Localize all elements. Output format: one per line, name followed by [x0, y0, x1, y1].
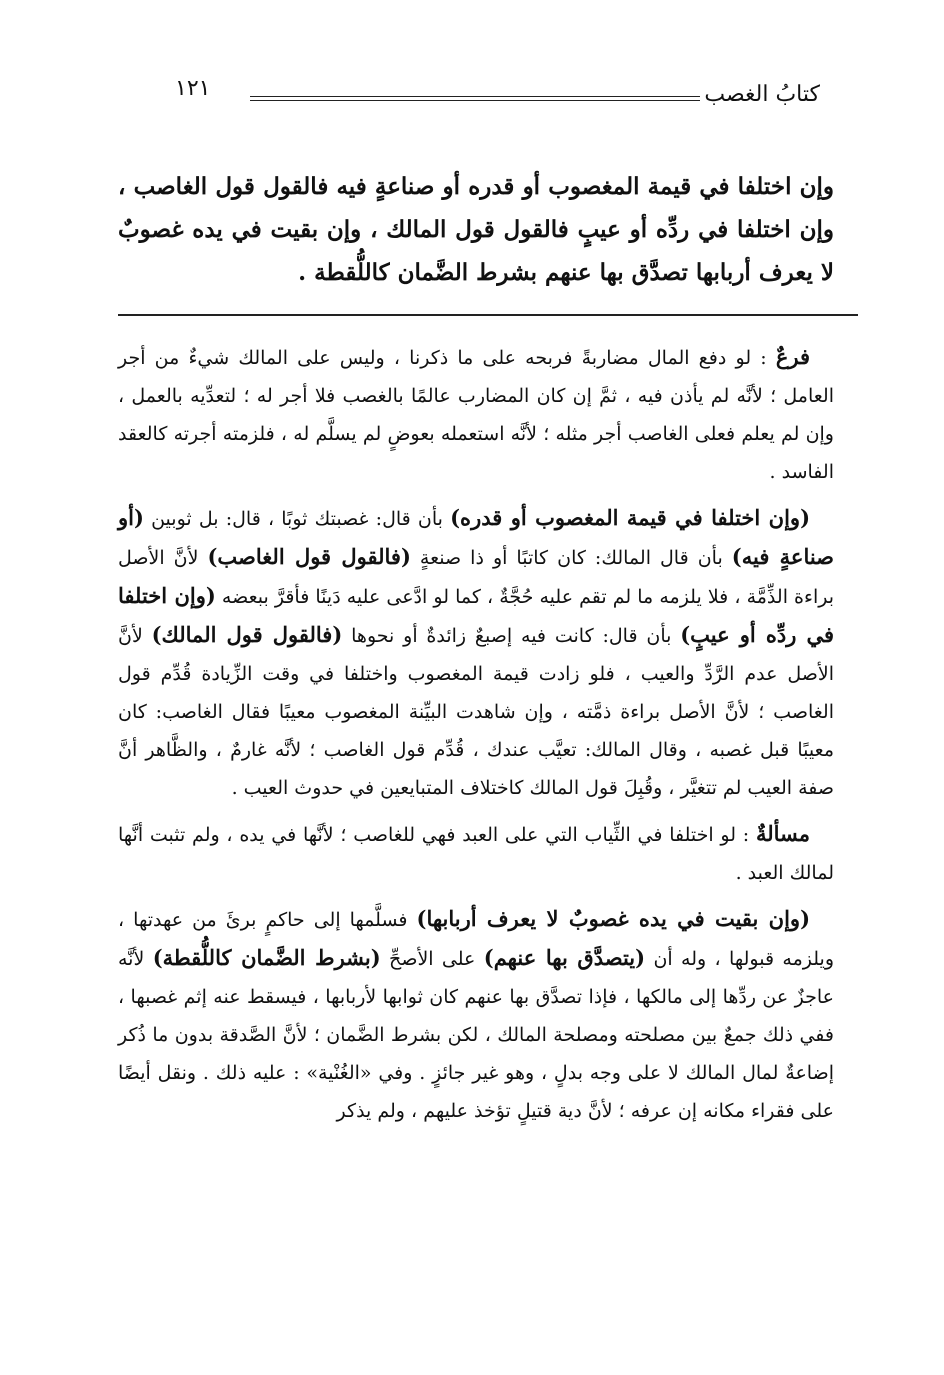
- paragraph-text: لأنَّه عاجزٌ عن ردِّها إلى مالكها ، فإذا تصدَّق بها عنهم كان ثوابها لأربابها ، فيسقط عنه إثم غصبها ، ففي ذلك جمعٌ بين مصلحته ومصلحة المالك ، لكن بشرط الضَّمان ؛ لأنَّ الصَّدقة بدون ما ذُكر إضاعةٌ لمال المالك لا على وجه بدلٍ ، وهو غير جائزٍ . وفي «الغُنْية» : عليه ذلك . ونقل أيضًا على فقراء مكانه إن عرفه ؛ لأنَّ دية قتيلٍ تؤخذ عليهم ، ولم يذكر: [118, 948, 834, 1122]
- paragraph-text: فسلَّمها إلى حاكمٍ برئَ من عهدتها ، ويلزمه قبولها ، وله أن: [118, 909, 834, 970]
- separator-rule: [118, 314, 858, 316]
- paragraph-text: على الأصحِّ: [380, 948, 484, 970]
- header-rule: [250, 96, 700, 97]
- commentary: [118, 338, 834, 1138]
- commentary-paragraph-unknown-owners: [118, 900, 834, 1130]
- quoted-matn: (فالقول قول الغاصب): [207, 544, 411, 569]
- quoted-matn: (أو صناعةٍ فيه): [118, 505, 835, 569]
- paragraph-text: لأنَّ الأصل براءة الذِّمَّة ، فلا يلزمه ما لم تقم عليه حُجَّةٌ ، كما لو ادَّعى عليه دَينًا فأقرَّ ببعضه: [118, 547, 834, 608]
- commentary-paragraph-masala: [118, 815, 834, 892]
- commentary-paragraph-dispute: [118, 499, 834, 807]
- matn-text: وإن اختلفا في قيمة المغصوب أو قدره أو صناعةٍ فيه فالقول قول الغاصب ، وإن اختلفا في ردِّه أو عيبٍ فالقول قول المالك ، وإن بقيت في يده غصوبٌ لا يعرف أربابها تصدَّق بها عنهم بشرط الضَّمان كاللُّقطة .: [118, 173, 834, 286]
- quoted-matn: (وإن بقيت في يده غصوبٌ لا يعرف أربابها): [416, 906, 811, 931]
- far-label: فرعٌ: [775, 344, 810, 369]
- masala-label: مسألةٌ: [755, 821, 810, 846]
- quoted-matn: (يتصدَّق بها عنهم): [483, 945, 646, 970]
- running-title: كتابُ الغصب: [704, 82, 820, 107]
- paragraph-text: بأن قال: كانت فيه إصبعٌ زائدةٌ أو نحوها: [342, 625, 681, 647]
- paragraph-text: بأن قال المالك: كان كاتبًا أو ذا صنعةٍ: [410, 547, 732, 569]
- quoted-matn: (وإن اختلفا في ردِّه أو عيبٍ): [118, 583, 834, 647]
- quoted-matn: (بشرط الضَّمان كاللُّقطة): [152, 945, 381, 970]
- page-header: [120, 72, 820, 112]
- paragraph-text: : لو دفع المال مضاربةً فربحه على ما ذكرنا ، وليس على المالك شيءٌ من أجر العامل ؛ لأنَّه لم يأذن فيه ، ثمَّ إن كان المضارب عالمًا بالغصب فلا أجر له ؛ لتعدِّيه بالعمل ، وإن لم يعلم فعلى الغاصب أجر مثله ؛ لأنَّه استعمله بعوضٍ لم يسلَّم له ، فلزمته أجرته كالعقد الفاسد .: [118, 347, 834, 483]
- paragraph-text: بأن قال: غصبتك ثوبًا ، قال: بل ثوبين: [143, 508, 451, 530]
- page-number: ١٢١: [175, 76, 211, 101]
- paragraph-text: : لو اختلفا في الثِّياب التي على العبد فهي للغاصب ؛ لأنَّها في يده ، ولم تثبت أنَّها لمالك العبد .: [118, 824, 834, 884]
- quoted-matn: (فالقول قول المالك): [151, 622, 343, 647]
- quoted-matn: (وإن اختلفا في قيمة المغصوب أو قدره): [450, 505, 811, 530]
- commentary-paragraph-far: [118, 338, 834, 491]
- paragraph-text: لأنَّ الأصل عدم الرَّدِّ والعيب ، فلو زادت قيمة المغصوب واختلفا في وقت الزِّيادة قُدِّم قول الغاصب ؛ لأنَّ الأصل براءة ذمَّته ، وإن شاهدت البيِّنة المغصوب معيبًا فقال الغاصب: كان معيبًا قبل غصبه ، وقال المالك: تعيَّب عندك ، قُدِّم قول الغاصب ؛ لأنَّه غارمٌ ، والظَّاهر أنَّ صفة العيب لم تتغيَّر ، وقُبِلَ قول المالك كاختلاف المتبايعين في حدوث العيب .: [118, 625, 834, 799]
- header-rule-double: [250, 100, 700, 101]
